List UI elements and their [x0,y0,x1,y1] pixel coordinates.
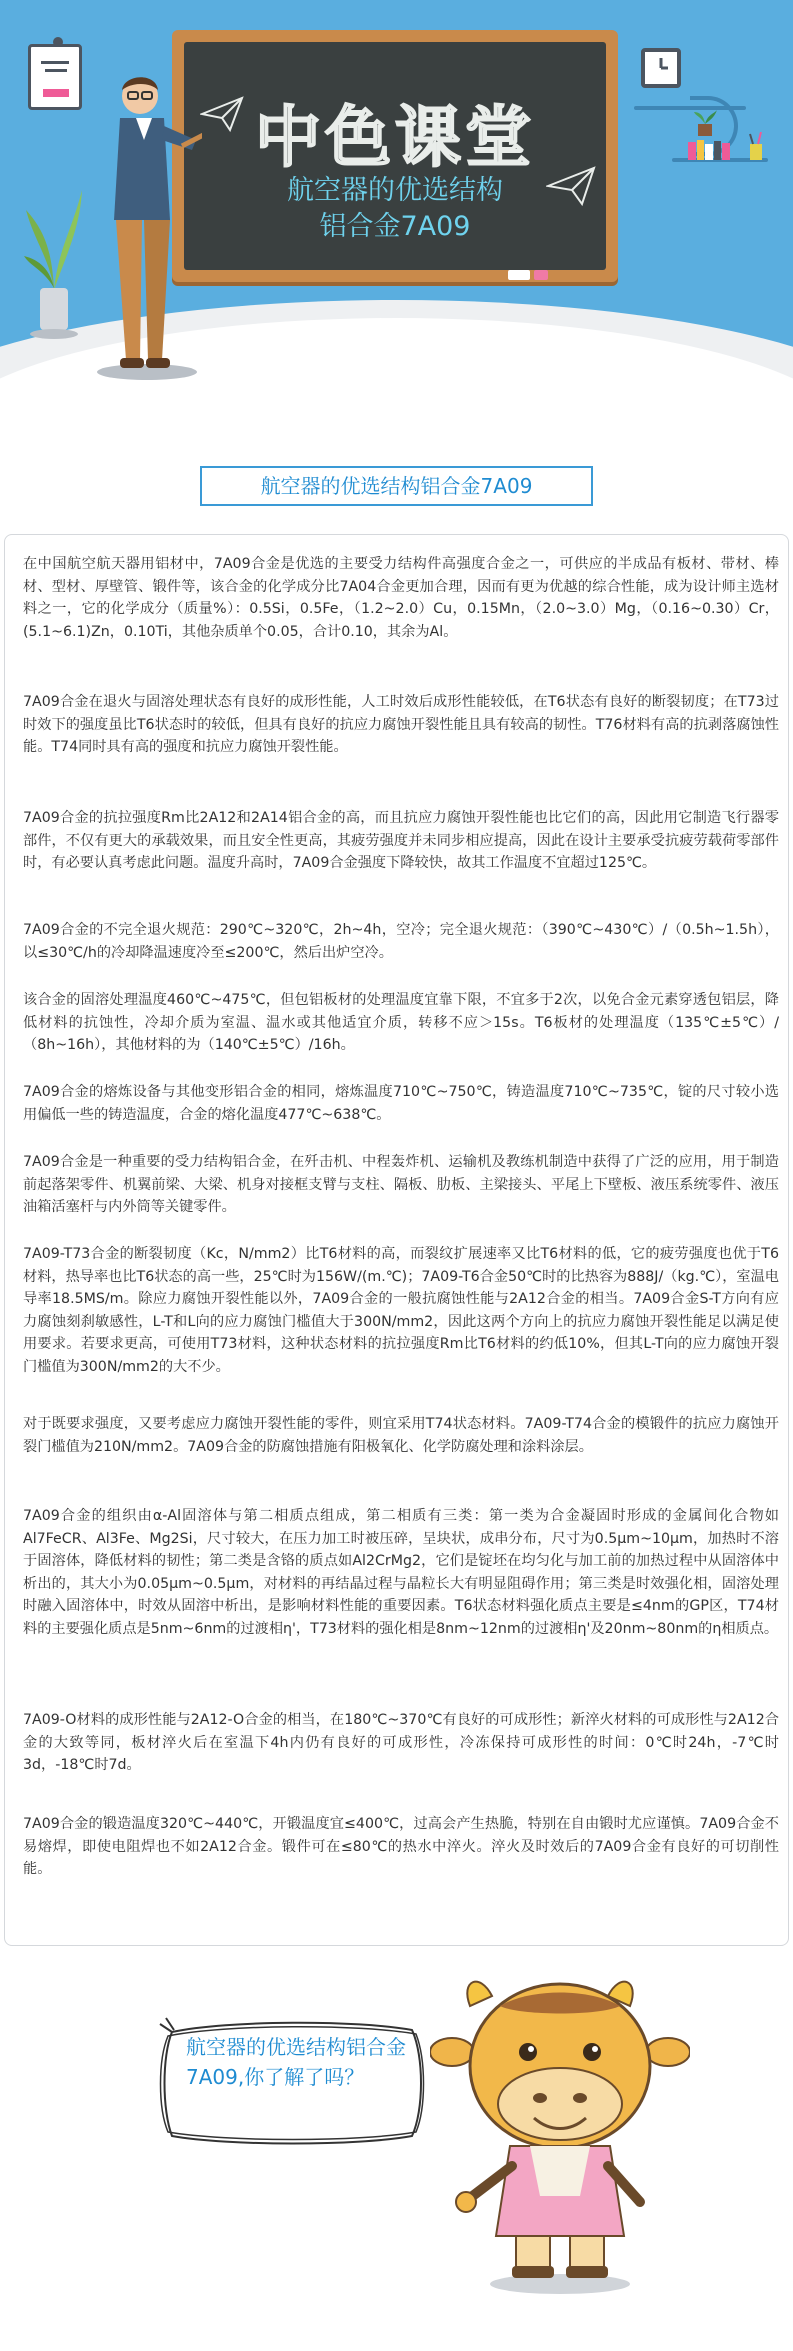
board-subtitle-line-1: 航空器的优选结构 [287,175,503,206]
article-paragraph: 在中国航空航天器用铝材中，7A09合金是优选的主要受力结构件高强度合金之一，可供应的半成品有板材、带材、棒材、型材、厚壁管、锻件等，该合金的化学成分比7A04合金更加合理，因而有更为优越的综合性能，成为设计师主选材料之一，它的化学成分（质量%）：0.5Si，0.5Fe，（1.2~2.0）Cu，0.15Mn，（2.0~3.0）Mg，（0.16~0.30）Cr，(5.1~6.1)Zn，0.10Ti，其他杂质单个0.05，合计0.10，其余为Al。 [23,556,779,640]
books-icon [688,140,748,160]
pen-cup-icon [746,132,766,160]
article-paragraph: 7A09合金是一种重要的受力结构铝合金，在歼击机、中程轰炸机、运输机及教练机制造中获得了广泛的应用，用于制造前起落架零件、机翼前梁、大梁、机身对接框支臂与支柱、隔板、肋板、主梁接头、平尾上下壁板、液压系统零件、液压油箱活塞杆与内外筒等关键零件。 [23,1154,779,1215]
hero-banner [0,0,793,440]
potted-plant-large-icon [24,170,84,340]
chalk-pink [534,270,548,280]
article-paragraph: 7A09合金的熔炼设备与其他变形铝合金的相同，熔炼温度710℃~750℃，铸造温度710℃~735℃，锭的尺寸较小选用偏低一些的铸造温度，合金的熔化温度477℃~638℃。 [23,1084,779,1123]
paper-plane-icon [546,164,596,208]
chalkboard [172,30,618,282]
article-card [4,534,789,1946]
memo-note-icon [28,44,82,110]
paper-plane-icon [200,94,244,134]
article-paragraph: 7A09合金的组织由α-Al固溶体与第二相质点组成，第二相质有三类：第一类为合金凝固时形成的金属间化合物如Al7FeCR、Al3Fe、Mg2Si，尺寸较大，在压力加工时被压碎，呈块状，成串分布，尺寸为0.5μm~10μm，加热时不溶于固溶体，降低材料的韧性；第二类是含铬的质点如Al2CrMg2，它们是锭坯在均匀化与加工前的加热过程中从固溶体中析出的，其大小为0.05μm~0.5μm，对材料的再结晶过程与晶粒长大有明显阻碍作用；第三类是时效强化相，固溶处理时融入固溶体中，时效从固溶中析出，是影响材料性能的重要因素。T6状态材料强化质点主要是≤4nm的GP区，T74材料的主要强化质点是5nm~6nm的过渡相η'，T73材料的强化相是8nm~12nm的过渡相η'及20nm~80nm的η相质点。 [23,1508,779,1637]
potted-plant-icon [690,108,720,138]
article-paragraph: 7A09合金的锻造温度320℃~440℃，开锻温度宜≤400℃，过高会产生热脆，特别在自由锻时尤应谨慎。7A09合金不易熔焊，即使电阻焊也不如2A12合金。锻件可在≤80℃的热水中淬火。淬火及时效后的7A09合金有良好的可切削性能。 [23,1816,779,1877]
board-subtitle-line-2: 铝合金7A09 [319,211,471,242]
chalk-white [508,270,530,280]
teacher-illustration [92,70,202,380]
chalkboard-face [184,42,606,270]
article-paragraph: 7A09合金的不完全退火规范：290℃~320℃，2h~4h，空冷；完全退火规范：（390℃~430℃）/（0.5h~1.5h），以≤30℃/h的冷却降温速度冷至≤200℃，然后出炉空冷。 [23,922,779,961]
article-paragraph: 7A09合金在退火与固溶处理状态有良好的成形性能，人工时效后成形性能较低，在T6状态有良好的断裂韧度；在T73过时效下的强度虽比T6状态时的较低，但具有良好的抗应力腐蚀开裂性能且具有较高的韧性。T76材料有高的抗剥落腐蚀性能。T74同时具有高的强度和抗应力腐蚀开裂性能。 [23,694,779,755]
article-paragraph: 对于既要求强度，又要考虑应力腐蚀开裂性能的零件，则宜采用T74状态材料。7A09-T74合金的模锻件的抗应力腐蚀开裂门槛值为210N/mm2。7A09合金的防腐蚀措施有阳极氧化、化学防腐处理和涂料涂层。 [23,1416,779,1455]
memo-line [41,61,69,64]
article-paragraph: 该合金的固溶处理温度460℃~475℃，但包铝板材的处理温度宜靠下限，不宜多于2次，以免合金元素穿透包铝层，降低材料的抗蚀性，冷却介质为室温、温水或其他适宜介质，转移不应＞15s。T6板材的处理温度（135℃±5℃）/（8h~16h），其他材料的为（140℃±5℃）/16h。 [23,992,779,1053]
cow-mascot-illustration [430,1966,690,2296]
speech-bubble-text: 航空器的优选结构铝合金7A09,你了解了吗？ [186,2035,406,2089]
clock-icon [641,48,681,88]
memo-pin [53,37,63,47]
section-title: 航空器的优选结构铝合金7A09 [200,466,593,506]
article-paragraph: 7A09合金的抗拉强度Rm比2A12和2A14铝合金的高，而且抗应力腐蚀开裂性能也比它们的高，因此用它制造飞行器零部件，不仅有更大的承载效果，而且安全性更高，其疲劳强度并未同步相应提高，因此在设计主要承受抗疲劳载荷零部件时，有必要认真考虑此问题。温度升高时，7A09合金强度下降较快，故其工作温度不宜超过125℃。 [23,810,779,871]
article-paragraph: 7A09-T73合金的断裂韧度（Kc，N/mm2）比T6材料的高，而裂纹扩展速率又比T6材料的低，它的疲劳强度也优于T6材料，热导率也比T6状态的高一些，25℃时为156W/(m.℃)；7A09-T6合金50℃时的比热容为888J/（kg.℃），室温电导率18.5MS/m。除应力腐蚀开裂性能以外，7A09合金的一般抗腐蚀性能与2A12合金的相当。7A09合金S-T方向有应力腐蚀刻刹敏感性，L-T和L向的应力腐蚀门槛值大于300N/mm2，因此这两个方向上的抗应力腐蚀开裂性能足以满足使用要求。若要求更高，可使用T73材料，这种状态材料的抗拉强度Rm比T6材料的约低10%，但其L-T向的应力腐蚀开裂门槛值为300N/mm2的大不少。 [23,1246,779,1375]
article-paragraph: 7A09-O材料的成形性能与2A12-O合金的相当，在180℃~370℃有良好的可成形性；新淬火材料的可成形性与2A12合金的大致等同，板材淬火后在室温下4h内仍有良好的可成形性，冷冻保持可成形性的时间：0℃时24h，-7℃时3d，-18℃时7d。 [23,1712,779,1773]
memo-line [45,69,67,72]
memo-tag [43,89,69,97]
board-title: 中色课堂 [255,99,535,176]
